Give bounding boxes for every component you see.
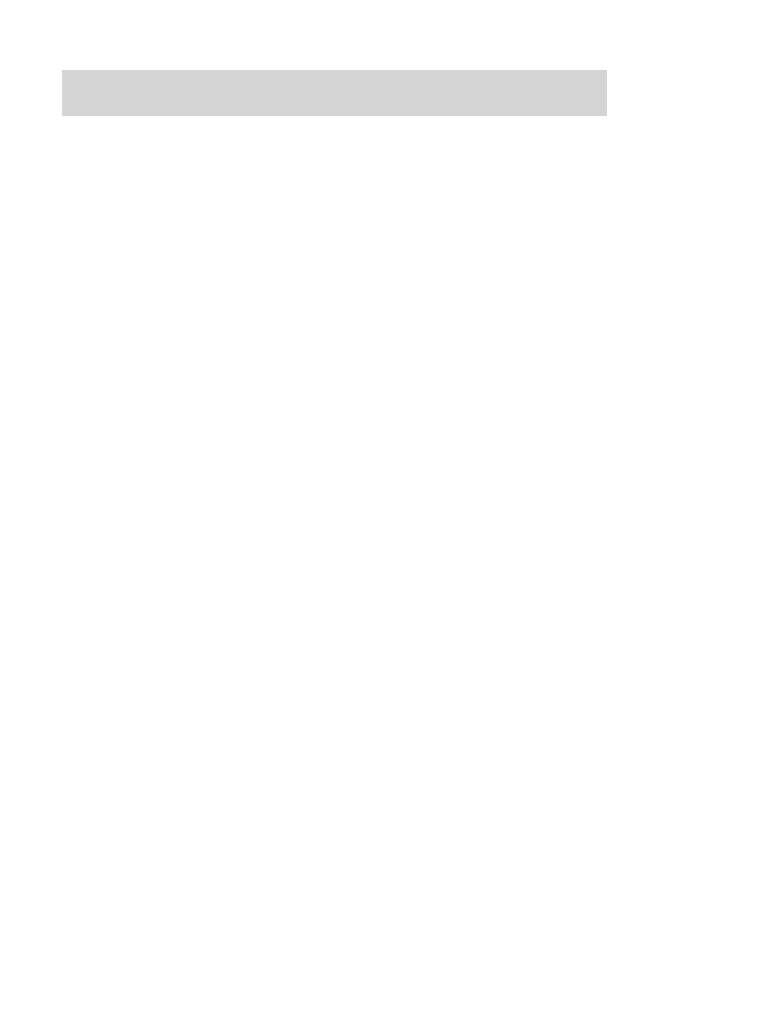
header-band <box>62 70 607 116</box>
risk-matrix-table <box>62 70 607 925</box>
